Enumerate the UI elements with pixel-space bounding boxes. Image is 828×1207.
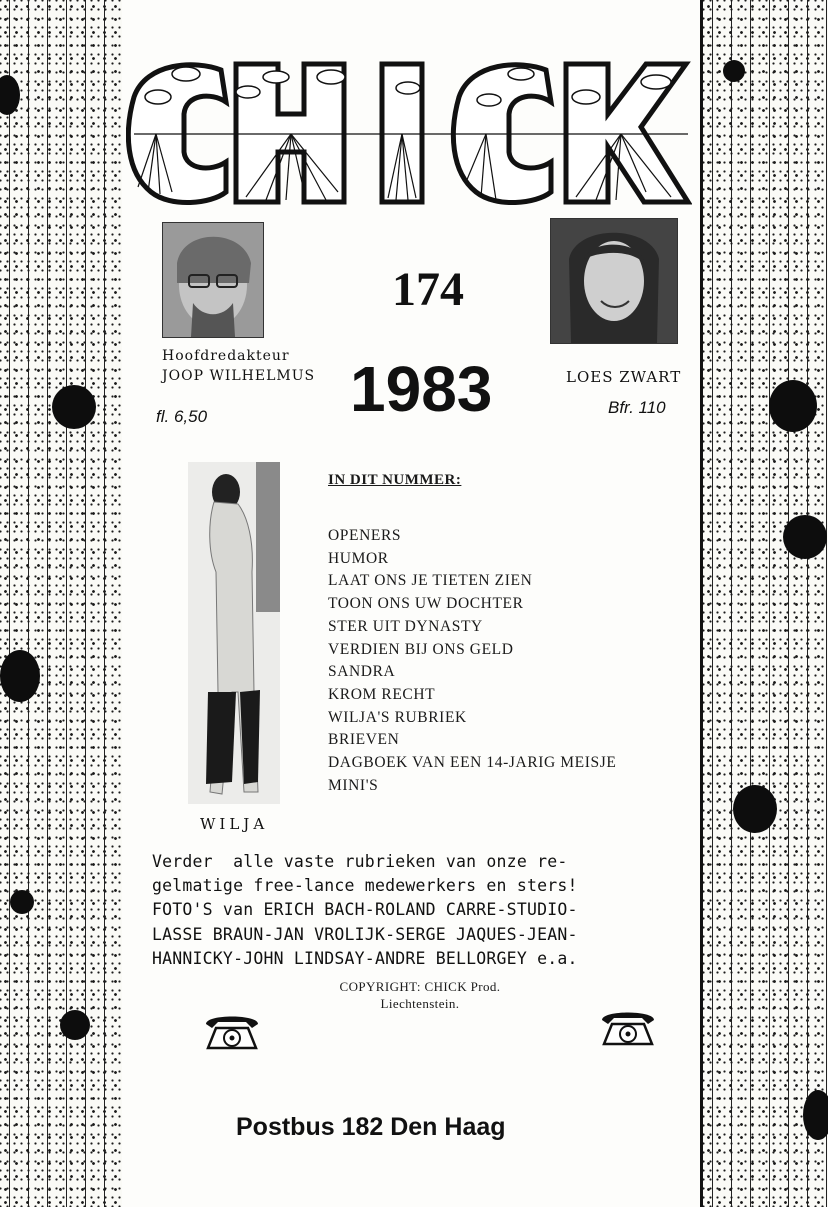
editor-photo bbox=[162, 222, 264, 338]
telephone-icon bbox=[598, 1006, 658, 1046]
price-belgium: Bfr. 110 bbox=[608, 398, 666, 417]
editor-name: JOOP WILHELMUS bbox=[162, 368, 316, 384]
list-item: OPENERS bbox=[328, 527, 402, 544]
info-line: gelmatige free-lance medewerkers en sters! bbox=[152, 876, 578, 896]
list-item: DAGBOEK VAN EEN 14-JARIG MEISJE bbox=[328, 754, 617, 772]
telephone-icon bbox=[202, 1010, 262, 1050]
contents-heading: IN DIT NUMMER: bbox=[328, 472, 462, 488]
copyright-location: Liechtenstein. bbox=[380, 996, 460, 1011]
right-decorative-border bbox=[700, 0, 828, 1207]
contents-list bbox=[328, 525, 616, 797]
co-editor-photo bbox=[550, 218, 678, 344]
list-item: STER UIT DYNASTY bbox=[328, 617, 483, 635]
list-item: HUMOR bbox=[328, 549, 389, 567]
co-editor-name: LOES ZWART bbox=[566, 368, 682, 386]
editor-role: Hoofdredakteur bbox=[162, 348, 290, 364]
copyright-notice bbox=[300, 978, 540, 1012]
list-item: VERDIEN BIJ ONS GELD bbox=[328, 640, 514, 658]
additional-info-text bbox=[152, 850, 672, 971]
info-line: LASSE BRAUN-JAN VROLIJK-SERGE JAQUES-JEAN- bbox=[152, 924, 578, 944]
left-decorative-border bbox=[0, 0, 125, 1207]
info-line: FOTO'S van ERICH BACH-ROLAND CARRE-STUDIO- bbox=[152, 900, 578, 920]
list-item: BRIEVEN bbox=[328, 731, 400, 749]
info-line: HANNICKY-JOHN LINDSAY-ANDRE BELLORGEY e.a. bbox=[152, 948, 578, 968]
chick-logo bbox=[126, 52, 692, 210]
list-item: LAAT ONS JE TIETEN ZIEN bbox=[328, 572, 533, 590]
list-item: TOON ONS UW DOCHTER bbox=[328, 595, 524, 613]
list-item: MINI'S bbox=[328, 776, 379, 794]
list-item: KROM RECHT bbox=[328, 685, 436, 703]
issue-year: 1983 bbox=[350, 353, 493, 425]
featured-caption: WILJA bbox=[200, 815, 269, 833]
info-line: Verder alle vaste rubrieken van onze re- bbox=[152, 852, 568, 871]
price-netherlands: fl. 6,50 bbox=[156, 407, 208, 426]
featured-photo bbox=[188, 462, 280, 804]
issue-number: 174 bbox=[392, 263, 464, 316]
copyright-line: COPYRIGHT: CHICK Prod. bbox=[339, 979, 501, 994]
list-item: WILJA'S RUBRIEK bbox=[328, 708, 467, 726]
postal-address: Postbus 182 Den Haag bbox=[236, 1113, 506, 1141]
list-item: SANDRA bbox=[328, 663, 396, 681]
